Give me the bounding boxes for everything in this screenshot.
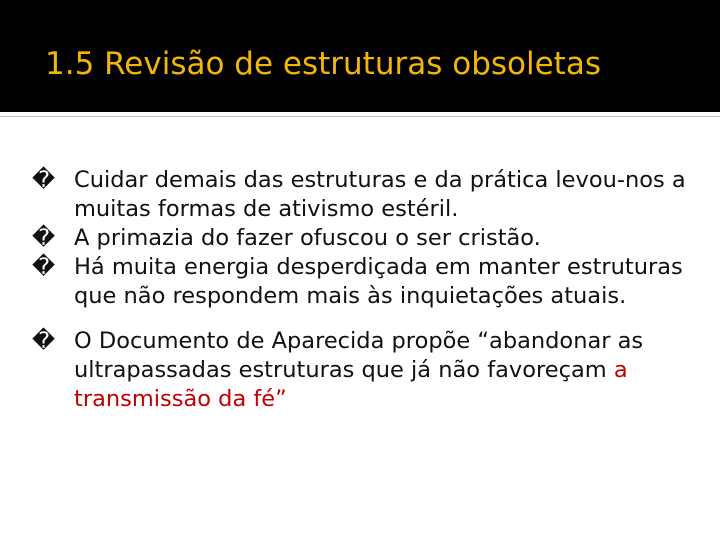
bullet-marker: �	[32, 225, 56, 251]
bullet-text: Cuidar demais das estruturas e da prática levou-nos a muitas formas de ativismo estéril.	[74, 167, 686, 222]
spacer	[32, 311, 702, 327]
bullet-marker: �	[32, 328, 56, 354]
slide-title: 1.5 Revisão de estruturas obsoletas	[45, 46, 601, 82]
title-divider	[0, 116, 720, 117]
bullet-marker: �	[32, 254, 56, 280]
bullet-item	[32, 253, 702, 311]
bullet-item	[32, 327, 702, 414]
bullet-text-part: O Documento de Aparecida propõe “abandonar as ultrapassadas estruturas que já não favoreçam	[74, 328, 644, 383]
bullet-item	[32, 166, 702, 224]
bullet-marker: �	[32, 167, 56, 193]
bullet-text: A primazia do fazer ofuscou o ser cristão.	[74, 225, 541, 251]
bullet-text	[74, 327, 702, 414]
slide-body	[32, 166, 702, 414]
bullet-item	[32, 224, 702, 253]
title-bar	[0, 0, 720, 112]
highlighted-phrase: a transmissão da fé”	[74, 357, 628, 412]
bullet-text: Há muita energia desperdiçada em manter estruturas que não respondem mais às inquietações atuais.	[74, 254, 683, 309]
